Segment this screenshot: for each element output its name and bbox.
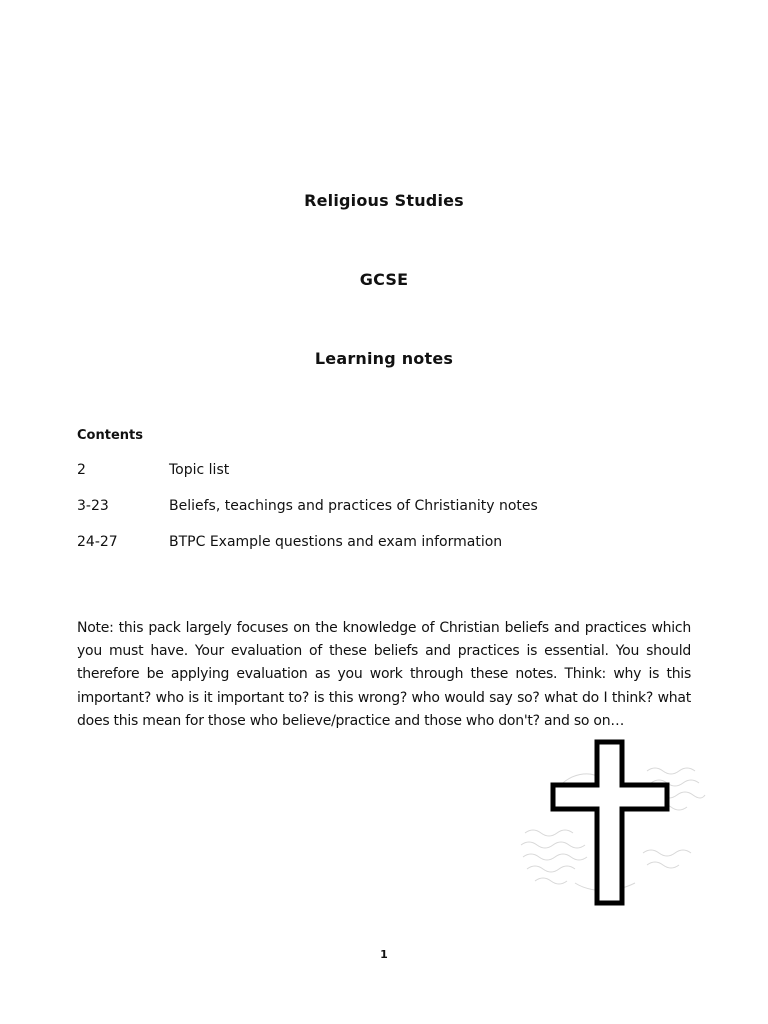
document-title: Religious Studies [304, 191, 464, 210]
contents-heading: Contents [77, 428, 143, 443]
note-paragraph: Note: this pack largely focuses on the knowledge of Christian beliefs and practices which you must have. Your evaluation of these beliefs and practices is essential. You should therefore be applying evaluation as you work through these notes. Think: why is this important? who is it important to? is this wrong? who would say so? what do I think? what does this mean for those who believe/practice and those who don't? and so on… [77, 620, 691, 729]
cross-outline [553, 742, 667, 903]
contents-row [77, 462, 697, 482]
contents-row-pages: 24-27 [77, 534, 118, 550]
contents-row [77, 534, 697, 554]
contents-row-pages: 3-23 [77, 498, 109, 514]
contents-row-topic: Beliefs, teachings and practices of Christianity notes [169, 498, 538, 514]
cross-illustration [515, 733, 707, 913]
contents-row [77, 498, 697, 518]
document-level: GCSE [359, 270, 409, 289]
document-subtitle: Learning notes [314, 349, 454, 368]
page-number: 1 [380, 948, 388, 961]
cross-icon [515, 733, 707, 913]
contents-row-topic: Topic list [169, 462, 230, 478]
contents-row-pages: 2 [77, 462, 86, 478]
contents-row-topic: BTPC Example questions and exam information [169, 534, 503, 550]
